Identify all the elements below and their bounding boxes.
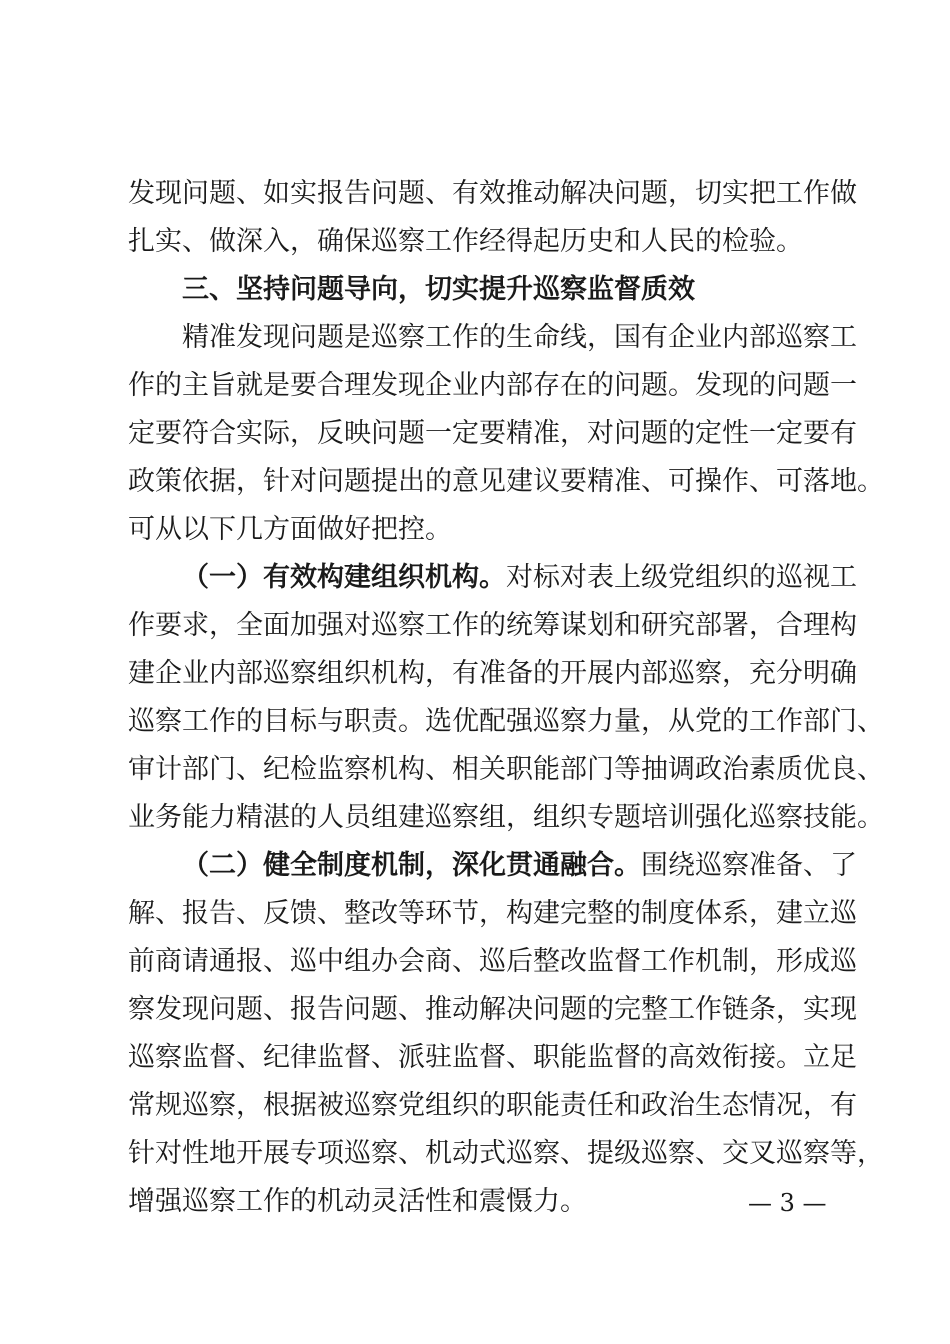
page-number: — 3 — (748, 1189, 827, 1217)
item-one-first-line-text: 对标对表上级党组织的巡视工 (506, 562, 857, 593)
section-paragraph-line-4: 政策依据，针对问题提出的意见建议要精准、可操作、可落地。 (128, 466, 884, 497)
section-paragraph-line-1: 精准发现问题是巡察工作的生命线，国有企业内部巡察工 (182, 322, 857, 353)
item-two-title: （二）健全制度机制，深化贯通融合。 (182, 850, 641, 881)
section-heading: 三、坚持问题导向，切实提升巡察监督质效 (182, 274, 695, 305)
item-two-line-5: 巡察监督、纪律监督、派驻监督、职能监督的高效衔接。立足 (128, 1042, 857, 1073)
section-paragraph-line-3: 定要符合实际，反映问题一定要精准，对问题的定性一定要有 (128, 418, 857, 449)
item-one-title: （一）有效构建组织机构。 (182, 562, 506, 593)
item-two-first-line (182, 846, 857, 886)
section-paragraph-line-5: 可从以下几方面做好把控。 (128, 514, 452, 545)
item-two-line-8: 增强巡察工作的机动灵活性和震慑力。 (128, 1186, 587, 1217)
item-two-first-line-text: 围绕巡察准备、了 (641, 850, 857, 881)
item-two-line-4: 察发现问题、报告问题、推动解决问题的完整工作链条，实现 (128, 994, 857, 1025)
intro-line-2: 扎实、做深入，确保巡察工作经得起历史和人民的检验。 (128, 226, 803, 257)
item-two-line-3: 前商请通报、巡中组办会商、巡后整改监督工作机制，形成巡 (128, 946, 857, 977)
item-two-line-2: 解、报告、反馈、整改等环节，构建完整的制度体系，建立巡 (128, 898, 857, 929)
section-paragraph-line-2: 作的主旨就是要合理发现企业内部存在的问题。发现的问题一 (128, 370, 857, 401)
item-one-line-3: 建企业内部巡察组织机构，有准备的开展内部巡察，充分明确 (128, 658, 857, 689)
intro-line-1: 发现问题、如实报告问题、有效推动解决问题，切实把工作做 (128, 178, 857, 209)
item-two-line-7: 针对性地开展专项巡察、机动式巡察、提级巡察、交叉巡察等， (128, 1138, 884, 1169)
item-two-line-6: 常规巡察，根据被巡察党组织的职能责任和政治生态情况，有 (128, 1090, 857, 1121)
item-one-line-4: 巡察工作的目标与职责。选优配强巡察力量，从党的工作部门、 (128, 706, 884, 737)
item-one-line-6: 业务能力精湛的人员组建巡察组，组织专题培训强化巡察技能。 (128, 802, 884, 833)
item-one-line-2: 作要求，全面加强对巡察工作的统筹谋划和研究部署，合理构 (128, 610, 857, 641)
item-one-first-line (182, 558, 857, 598)
item-one-line-5: 审计部门、纪检监察机构、相关职能部门等抽调政治素质优良、 (128, 754, 884, 785)
